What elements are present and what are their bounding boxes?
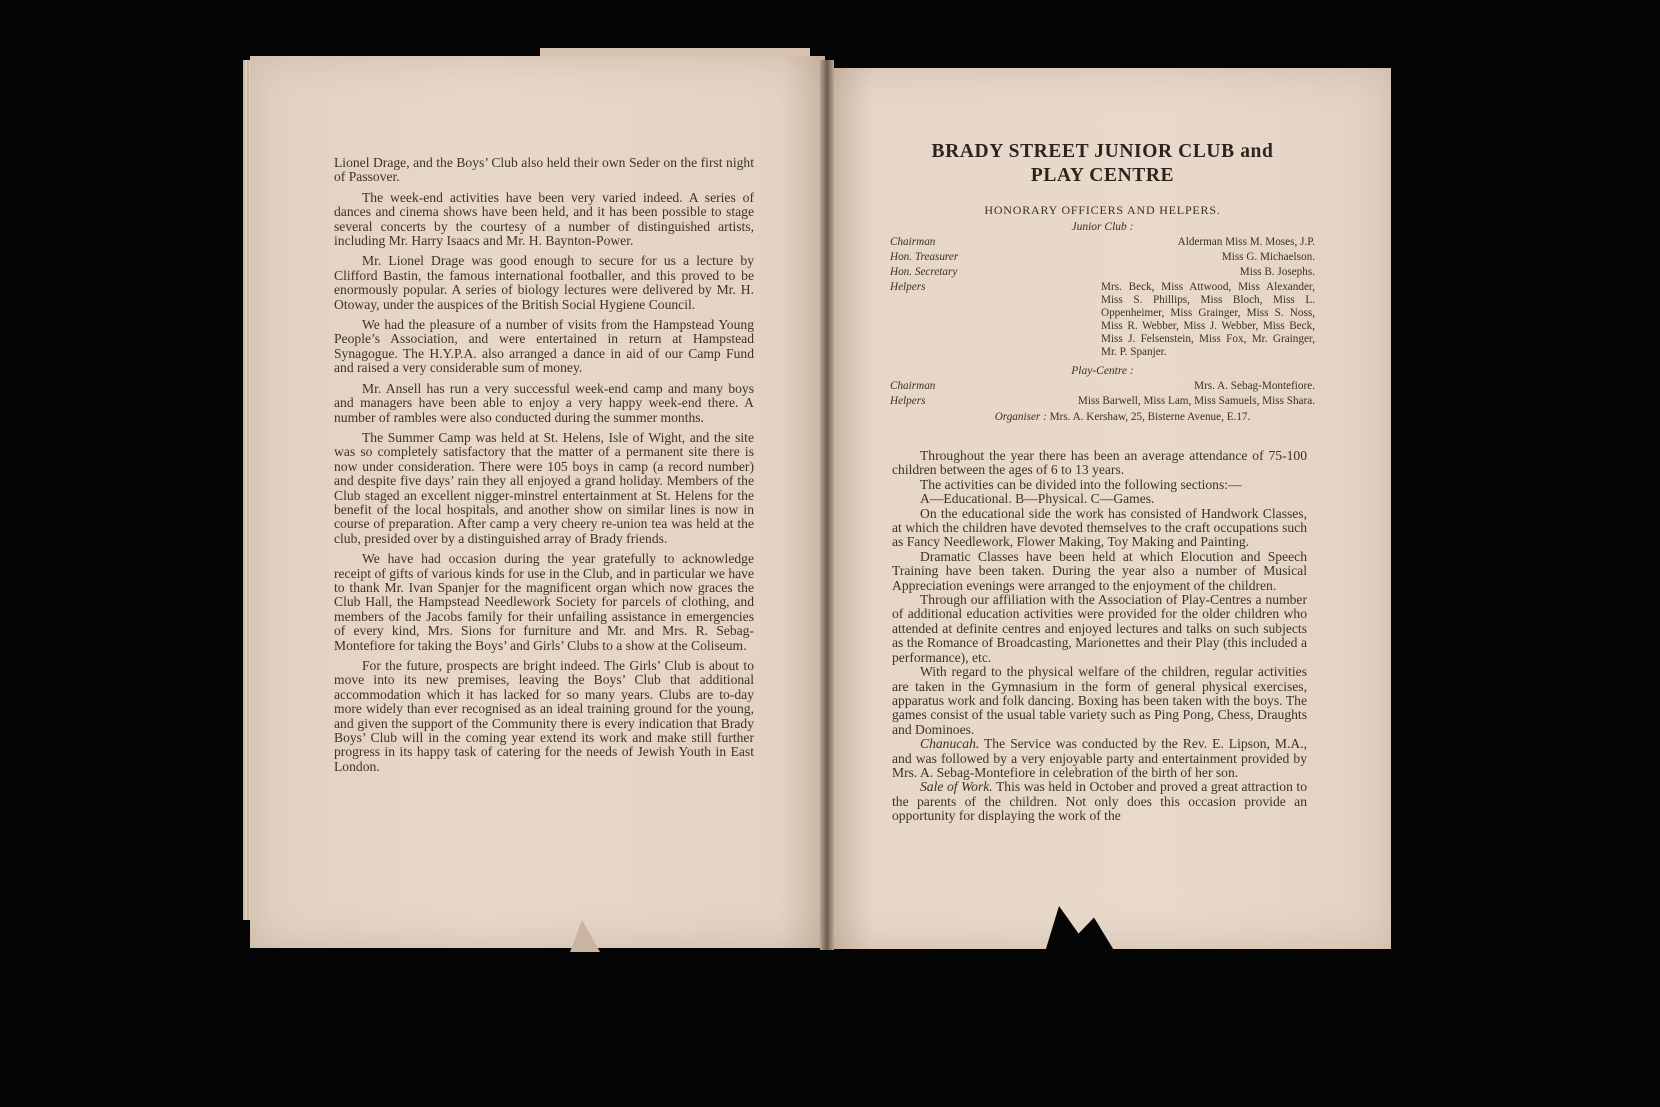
- paragraph: Mr. Lionel Drage was good enough to secure for us a lecture by Clifford Bastin, the famous international footballer, and this proved to be enormously popular. A series of biology lectures were delivered by Mr. H. Otoway, under the auspices of the British Social Hygiene Council.: [334, 253, 754, 312]
- paragraph: The activities can be divided into the following sections:—: [920, 476, 1242, 492]
- paragraph: For the future, prospects are bright indeed. The Girls’ Club is about to move into its new premises, leaving the Boys’ Club that additional accommodation which it has lacked for so many years. Clubs are to-day more widely than ever recognised as an ideal training ground for the young, and given the support of the Community there is every indication that Brady Boys’ Club will in the coming year extend its work and make still further progress in its happy task of catering for the needs of Jewish Youth in East London.: [334, 658, 754, 774]
- page-title: [890, 140, 1315, 188]
- paragraph: On the educational side the work has consisted of Handwork Classes, at which the children have devoted themselves to the craft occupations such as Fancy Needlework, Flower Making, Toy Making and Painting.: [892, 505, 1307, 550]
- paragraph-body: This was held in October and proved a great attraction to the parents of the children. Not only does this occasion provide an opportunity for displaying the work of the: [892, 779, 1307, 824]
- officer-row: [890, 380, 1315, 393]
- officer-role: Hon. Treasurer: [890, 251, 959, 263]
- title-line-2: PLAY CENTRE: [1030, 165, 1175, 186]
- officer-role: Chairman: [890, 380, 936, 392]
- right-page-header: [890, 140, 1315, 423]
- officer-role: Helpers: [890, 281, 926, 293]
- officer-row: [890, 236, 1315, 249]
- officer-role: Helpers: [890, 395, 926, 407]
- officer-row: [890, 251, 1315, 264]
- paragraph: We had the pleasure of a number of visits from the Hampstead Young People’s Association, and were entertained in return at Hampstead Synagogue. The H.Y.P.A. also arranged a dance in aid of our Camp Fund and raised a very considerable sum of money.: [334, 317, 754, 376]
- play-centre-heading: Play-Centre :: [1071, 365, 1134, 377]
- paragraph: With regard to the physical welfare of the children, regular activities are taken in the Gymnasium in the form of general physical exercises, apparatus work and folk dancing. Boxing has been taken with the boys. The games consist of the usual table variety such as Ping Pong, Chess, Draughts and Dominoes.: [892, 664, 1307, 737]
- officer-row: [890, 281, 1315, 359]
- title-line-1: BRADY STREET JUNIOR CLUB and: [931, 141, 1274, 162]
- organiser-name: Mrs. A. Kershaw, 25, Bisterne Avenue, E.17.: [1049, 411, 1251, 423]
- paragraph: The Summer Camp was held at St. Helens, Isle of Wight, and the site was so completely satisfactory that the matter of a permanent site there is now under consideration. There were 105 boys in camp (a record number) and despite five days’ rain they all enjoyed a grand holiday. Members of the Club staged an excellent nigger-minstrel entertainment at St. Helens for the benefit of the local hospitals, and another show on similar lines is now in course of preparation. After camp a very cheery re-union tea was held at the club, presided over by a distinguished array of Brady friends.: [334, 429, 754, 546]
- left-page-text: [334, 156, 754, 780]
- paragraph: [892, 737, 1307, 780]
- officer-names: Miss Barwell, Miss Lam, Miss Samuels, Miss Shara.: [1077, 395, 1315, 407]
- right-page-text: [892, 449, 1307, 824]
- officer-row: [890, 395, 1315, 408]
- paragraph: [892, 780, 1307, 823]
- paragraph: Through our affiliation with the Association of Play-Centres a number of additional education activities were provided for the older children who attended at definite centres and enjoyed lectures and talks on such subjects as the Romance of Broadcasting, Marionettes and their Play (this included a performance), etc.: [892, 592, 1307, 665]
- paragraph-lead: Chanucah.: [920, 736, 980, 752]
- officer-role: Chairman: [890, 236, 936, 248]
- paragraph: We have had occasion during the year gratefully to acknowledge receipt of gifts of various kinds for use in the Club, and in particular we have to thank Mr. Ivan Spanjer for the magnificent organ which now graces the Club Hall, the Hampstead Needlework Society for parcels of clothing, and members of the Jacobs family for their unfailing assistance in emergencies of every kind, Mrs. Sions for furniture and Mr. and Mrs. R. Sebag-Montefiore for taking the Boys’ and Girls’ Clubs to a show at the Coliseum.: [334, 551, 754, 653]
- officer-names: Mrs. Beck, Miss Attwood, Miss Alexander, Miss S. Phillips, Miss Bloch, Miss L. Oppenheimer, Miss Grainger, Miss S. Noss, Miss R. Webber, Miss J. Webber, Miss Beck, Miss J. Felsenstein, Miss Fox, Mr. Grainger, Mr. P. Spanjer.: [1101, 281, 1315, 358]
- paragraph-lead: Sale of Work.: [920, 779, 993, 795]
- officer-names: Mrs. A. Sebag-Montefiore.: [1194, 380, 1315, 392]
- paragraph: Dramatic Classes have been held at which Elocution and Speech Training have been taken. During the year also a number of Musical Appreciation evenings were arranged to the enjoyment of the children.: [892, 548, 1307, 593]
- paragraph: The week-end activities have been very varied indeed. A series of dances and cinema shows have been held, and it has been possible to stage several concerts by the courtesy of a number of distinguished artists, including Mr. Harry Isaacs and Mr. H. Baynton-Power.: [334, 189, 754, 249]
- paragraph: Mr. Ansell has run a very successful week-end camp and many boys and managers have been able to enjoy a very happy week-end there. A number of rambles were also conducted during the summer months.: [334, 380, 754, 425]
- spine-fold: [820, 60, 834, 950]
- officer-row: [890, 266, 1315, 279]
- organiser-row: [930, 411, 1315, 423]
- officer-role: Hon. Secretary: [890, 266, 958, 278]
- officer-names: Miss B. Josephs.: [1239, 266, 1315, 278]
- officer-names: Alderman Miss M. Moses, J.P.: [1177, 236, 1315, 248]
- sections-line: A—Educational. B—Physical. C—Games.: [920, 491, 1155, 507]
- officer-names: Miss G. Michaelson.: [1221, 251, 1315, 263]
- paragraph-body: The Service was conducted by the Rev. E. Lipson, M.A., and was followed by a very enjoyable party and entertainment provided by Mrs. A. Sebag-Montefiore in celebration of the birth of her son.: [892, 736, 1307, 780]
- organiser-role: Organiser :: [994, 411, 1047, 423]
- paragraph: Lionel Drage, and the Boys’ Club also held their own Seder on the first night of Passover.: [334, 155, 754, 185]
- paragraph: Throughout the year there has been an average attendance of 75-100 children between the ages of 6 to 13 years.: [892, 448, 1307, 478]
- officers-subtitle: HONORARY OFFICERS AND HELPERS.: [984, 203, 1221, 217]
- junior-club-heading: Junior Club :: [1071, 221, 1134, 233]
